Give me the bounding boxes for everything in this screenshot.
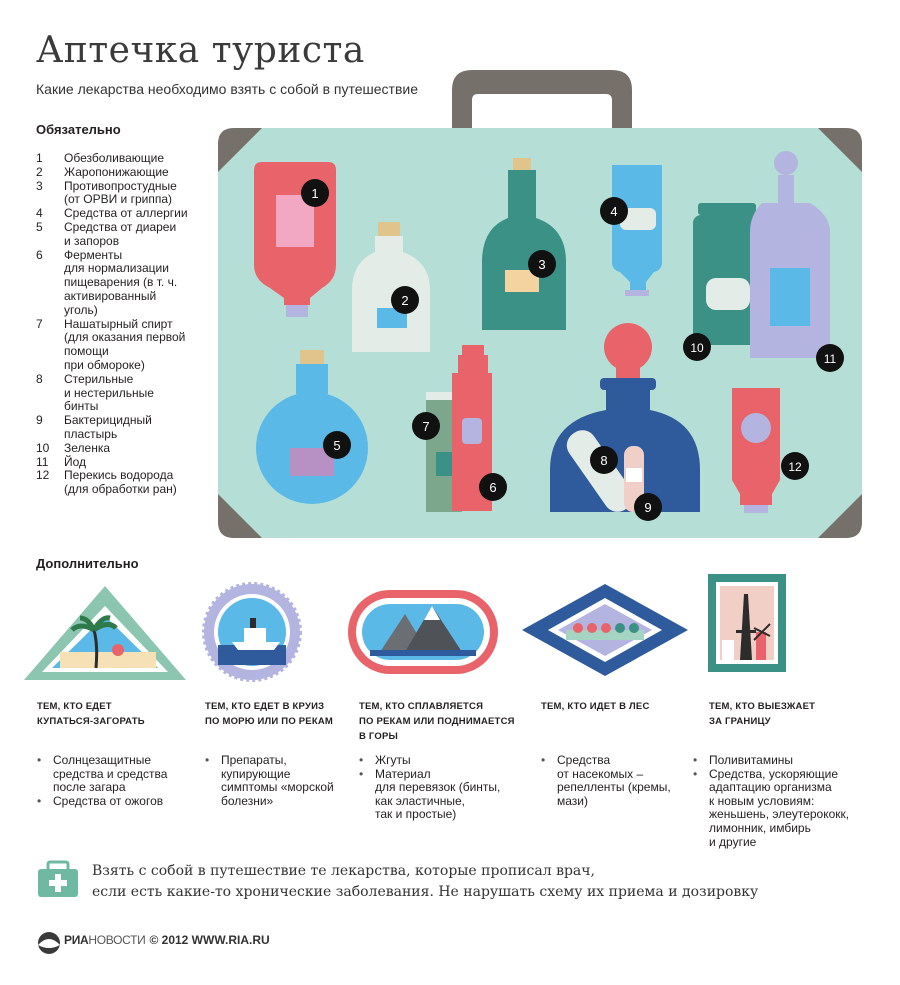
marker-label: 7 (422, 419, 430, 434)
category-title: ТЕМ, КТО ВЫЕЗЖАЕТ ЗА ГРАНИЦУ (709, 701, 816, 727)
list-item: 9 Бактерицидный пластырь (36, 413, 152, 441)
forest-icon (522, 584, 688, 676)
list-item: 3 Противопростудные (от ОРВИ и гриппа) (36, 178, 177, 207)
marker-9 (634, 493, 662, 521)
beach-icon (24, 586, 186, 680)
marker-label: 11 (823, 352, 837, 366)
marker-2 (391, 286, 419, 314)
copyright-link[interactable]: © 2012 WWW.RIA.RU (149, 933, 270, 947)
marker-3 (528, 250, 556, 278)
list-item: 2 Жаропонижающие (36, 164, 169, 179)
required-heading: Обязательно (36, 122, 121, 137)
category-title: ТЕМ, КТО ЕДЕТ КУПАТЬСЯ-ЗАГОРАТЬ (37, 701, 145, 727)
marker-label: 3 (538, 257, 546, 272)
list-item: • Жгуты (359, 754, 529, 768)
mountains-icon (348, 590, 498, 674)
list-item: 8 Стерильные и нестерильные бинты (36, 371, 154, 414)
list-item: • Поливитамины (693, 754, 883, 768)
logo-light: НОВОСТИ (88, 933, 146, 947)
footer (36, 933, 270, 947)
list-item: • Средства от насекомых – репелленты (кремы, мази) (541, 754, 701, 808)
list-item: 10 Зеленка (36, 440, 111, 455)
marker-label: 1 (311, 186, 319, 201)
category-title: ТЕМ, КТО ИДЕТ В ЛЕС (541, 701, 650, 712)
list-item: 12 Перекись водорода (для обработки ран) (36, 468, 177, 497)
marker-4 (600, 197, 628, 225)
marker-12 (781, 452, 809, 480)
marker-label: 5 (333, 438, 341, 453)
category-list (37, 754, 187, 808)
logo-bold: РИА (64, 933, 89, 947)
list-item: 7 Нашатырный спирт (для оказания первой помощи при обмороке) (36, 316, 186, 372)
marker-5 (323, 431, 351, 459)
marker-6 (479, 473, 507, 501)
list-item: • Материал для перевязок (бинты, как эластичные, так и простые) (359, 768, 529, 822)
additional-heading: Дополнительно (36, 556, 139, 571)
marker-10 (683, 333, 711, 361)
category-list (541, 754, 701, 808)
marker-label: 12 (788, 460, 802, 474)
category-list (205, 754, 355, 808)
marker-11 (816, 344, 844, 372)
marker-8 (590, 446, 618, 474)
list-item: • Препараты, купирующие симптомы «морской болезни» (205, 754, 355, 808)
list-item: • Солнцезащитные средства и средства после загара (37, 754, 187, 795)
page-title: Аптечка туриста (36, 30, 365, 71)
page-subtitle: Какие лекарства необходимо взять с собой в путешествие (36, 81, 419, 97)
list-item: 4 Средства от аллергии (36, 206, 188, 221)
cruise-ship-icon (204, 584, 300, 680)
marker-label: 2 (401, 293, 409, 308)
marker-label: 4 (610, 204, 618, 219)
marker-label: 9 (644, 500, 652, 515)
case-handle (452, 70, 632, 128)
marker-7 (412, 412, 440, 440)
list-item: 1 Обезболивающие (36, 151, 165, 165)
category-title: ТЕМ, КТО СПЛАВЛЯЕТСЯ ПО РЕКАМ ИЛИ ПОДНИМАЕТСЯ В ГОРЫ (359, 701, 515, 742)
list-item: • Средства, ускоряющие адаптацию организма к новым условиям: женьшень, элеутерококк, лимонник, имбирь и другие (693, 768, 883, 850)
list-item: 11 Йод (36, 454, 87, 469)
marker-1 (301, 179, 329, 207)
first-aid-kit-icon (38, 862, 78, 897)
marker-label: 10 (690, 341, 704, 355)
marker-label: 8 (600, 453, 608, 468)
doctor-note: Взять с собой в путешествие те лекарства, которые прописал врач, если есть какие-то хронические заболевания. Не нарушать схему их приема и дозировку (92, 863, 759, 900)
category-title: ТЕМ, КТО ЕДЕТ В КРУИЗ ПО МОРЮ ИЛИ ПО РЕКАМ (205, 701, 333, 727)
list-item: 5 Средства от диареи и запоров (36, 219, 177, 248)
marker-label: 6 (489, 480, 497, 495)
list-item: 6 Ферменты для нормализации пищеварения (в т. ч. активированный уголь) (36, 247, 178, 317)
eiffel-tower-stamp-icon (708, 574, 786, 672)
list-item: • Средства от ожогов (37, 795, 187, 809)
category-list (693, 754, 883, 849)
category-list (359, 754, 529, 822)
